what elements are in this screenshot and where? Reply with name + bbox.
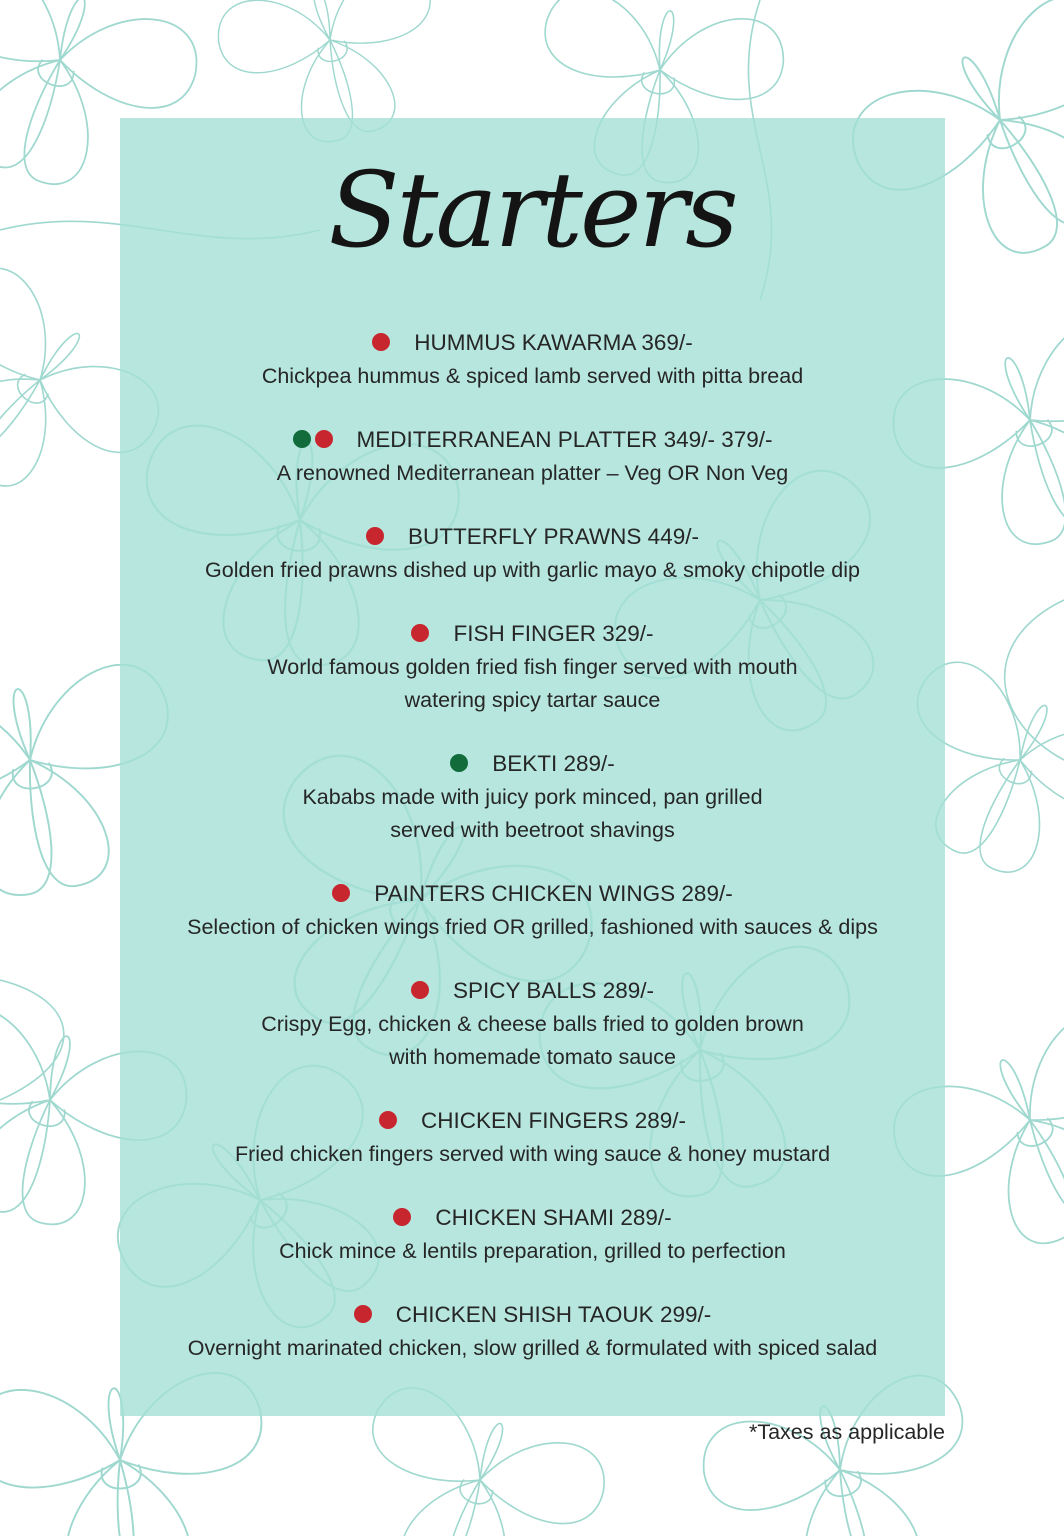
menu-item [120, 1203, 945, 1268]
non-veg-dot-icon [315, 430, 333, 448]
menu-item-description: Crispy Egg, chicken & cheese balls fried to golden brown [261, 1012, 804, 1036]
menu-item-heading [120, 619, 945, 651]
menu-item-description: Chickpea hummus & spiced lamb served with pitta bread [261, 364, 804, 388]
veg-dot-icon [450, 754, 468, 772]
non-veg-dot-icon [393, 1208, 411, 1226]
non-veg-dot-icon [411, 981, 429, 999]
diet-indicators [354, 1302, 376, 1327]
menu-item-description: Golden fried prawns dished up with garlic mayo & smoky chipotle dip [205, 558, 860, 582]
menu-item-description: watering spicy tartar sauce [404, 688, 661, 712]
non-veg-dot-icon [366, 527, 384, 545]
menu-item-price: 289/- [563, 751, 615, 776]
diet-indicators [366, 524, 388, 549]
menu-item-price: 289/- [620, 1205, 672, 1230]
menu-item-heading [120, 425, 945, 457]
menu-item-heading [120, 522, 945, 554]
non-veg-dot-icon [332, 884, 350, 902]
menu-item [120, 976, 945, 1074]
menu-item-price: 289/- [634, 1108, 687, 1133]
non-veg-dot-icon [372, 333, 390, 351]
menu-item-price: 329/- [602, 621, 654, 646]
menu-item-name: CHICKEN SHISH TAOUK [395, 1302, 654, 1327]
menu-item-name: CHICKEN SHAMI [435, 1205, 615, 1230]
taxes-footnote: *Taxes as applicable [748, 1420, 945, 1444]
menu-item [120, 749, 945, 847]
diet-indicators [372, 330, 394, 355]
diet-indicators [411, 978, 433, 1003]
menu-item-price: 289/- [681, 881, 733, 906]
menu-item-description: Overnight marinated chicken, slow grilled & formulated with spiced salad [187, 1336, 878, 1360]
menu-item-heading [120, 749, 945, 781]
menu-item-description: Selection of chicken wings fried OR grilled, fashioned with sauces & dips [187, 915, 878, 939]
menu-item-description: with homemade tomato sauce [389, 1045, 676, 1069]
diet-indicators [332, 881, 354, 906]
menu-item-description: Chick mince & lentils preparation, grilled to perfection [279, 1239, 786, 1263]
menu-item [120, 522, 945, 587]
menu-item-name: MEDITERRANEAN PLATTER [356, 427, 658, 452]
menu-item [120, 619, 945, 717]
menu-item-description: Fried chicken fingers served with wing sauce & honey mustard [234, 1142, 831, 1166]
menu-item [120, 328, 945, 393]
menu-item-name: BEKTI [492, 751, 558, 776]
menu-item-heading [120, 976, 945, 1008]
menu-item-heading [120, 1203, 945, 1235]
menu-title: Starters [328, 149, 736, 271]
veg-dot-icon [293, 430, 311, 448]
diet-indicators [393, 1205, 415, 1230]
diet-indicators [411, 621, 433, 646]
menu-item-name: HUMMUS KAWARMA [414, 330, 636, 355]
non-veg-dot-icon [354, 1305, 372, 1323]
menu-item-price: 449/- [647, 524, 699, 549]
menu-item [120, 879, 945, 944]
menu-item-heading [120, 1300, 945, 1332]
menu-item [120, 1106, 945, 1171]
diet-indicators [450, 751, 472, 776]
non-veg-dot-icon [379, 1111, 397, 1129]
menu-item-price: 349/- 379/- [663, 427, 773, 452]
menu-item [120, 1300, 945, 1365]
menu-item-price: 299/- [659, 1302, 712, 1327]
menu-item-price: 369/- [641, 330, 693, 355]
menu-item-name: BUTTERFLY PRAWNS [408, 524, 642, 549]
menu-item-heading [120, 328, 945, 360]
menu-item-description: served with beetroot shavings [390, 818, 675, 842]
menu-item-name: SPICY BALLS [453, 978, 597, 1003]
diet-indicators [293, 427, 337, 452]
menu-item-heading [120, 1106, 945, 1138]
menu-item-name: CHICKEN FINGERS [420, 1108, 629, 1133]
menu-item [120, 425, 945, 490]
menu-item-description: World famous golden fried fish finger served with mouth [267, 655, 798, 679]
menu-item-description: Kababs made with juicy pork minced, pan grilled [302, 785, 763, 809]
diet-indicators [379, 1108, 401, 1133]
menu-item-name: FISH FINGER [453, 621, 596, 646]
menu-item-heading [120, 879, 945, 911]
menu-item-description: A renowned Mediterranean platter – Veg OR Non Veg [276, 461, 789, 485]
menu-item-name: PAINTERS CHICKEN WINGS [374, 881, 676, 906]
menu-item-price: 289/- [602, 978, 654, 1003]
non-veg-dot-icon [411, 624, 429, 642]
